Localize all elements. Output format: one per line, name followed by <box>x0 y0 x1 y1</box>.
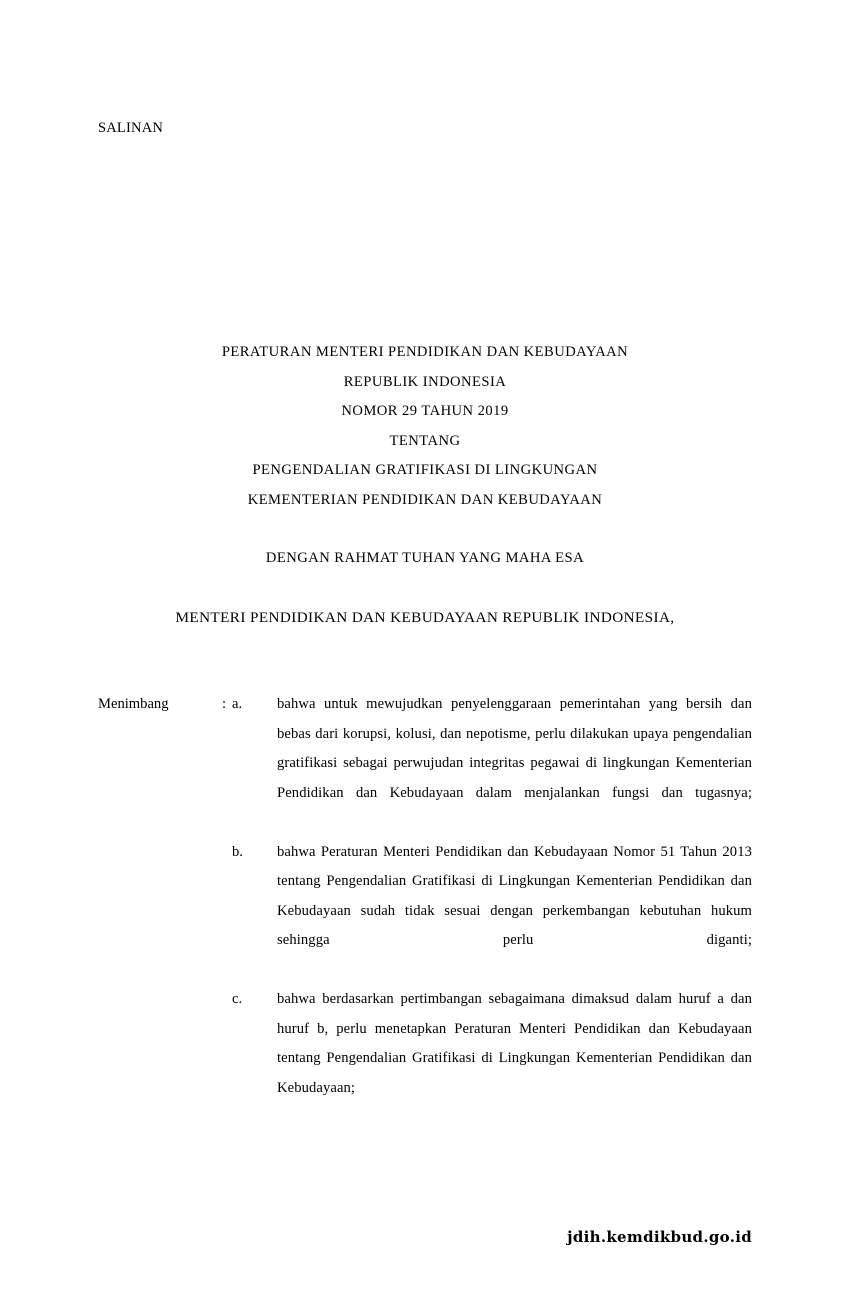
considering-item-marker: b. <box>232 843 243 860</box>
considering-item-marker: a. <box>232 696 243 712</box>
considering-item-text: bahwa Peraturan Menteri Pendidikan dan Kebudayaan Nomor 51 Tahun 2013 tentang Pengendalian Gratifikasi di Lingkungan Kementerian Pendidikan dan Kebudayaan sudah tidak sesuai dengan perkembangan kebutuhan hukum sehingga perlu diganti; <box>277 843 752 948</box>
title-line: TENTANG <box>389 432 461 449</box>
considering-item <box>98 690 752 838</box>
blessing-line: DENGAN RAHMAT TUHAN YANG MAHA ESA <box>265 550 585 566</box>
considering-item-text: bahwa untuk mewujudkan penyelenggaraan pemerintahan yang bersih dan bebas dari korupsi, kolusi, dan nepotisme, perlu dilakukan upaya pengendalian gratifikasi sebagai perwujudan integritas pegawai di lingkungan Kementerian Pendidikan dan Kebudayaan dalam menjalankan fungsi dan tugasnya; <box>277 696 752 801</box>
title-line: REPUBLIK INDONESIA <box>343 373 507 390</box>
jdih-watermark: jdih.kemdikbud.go.id <box>567 1228 752 1246</box>
copy-mark: SALINAN <box>98 120 164 136</box>
considering-item-marker: c. <box>232 991 243 1007</box>
considering-label: Menimbang <box>98 696 169 712</box>
considering-item-text: bahwa berdasarkan pertimbangan sebagaimana dimaksud dalam huruf a dan huruf b, perlu menetapkan Peraturan Menteri Pendidikan dan Kebudayaan tentang Pengendalian Gratifikasi di Lingkungan Kementerian Pendidikan dan Kebudayaan; <box>277 991 752 1096</box>
authority-line: MENTERI PENDIDIKAN DAN KEBUDAYAAN REPUBLIK INDONESIA, <box>175 609 675 626</box>
considering-header-row <box>98 690 752 838</box>
title-line: PENGENDALIAN GRATIFIKASI DI LINGKUNGAN <box>252 462 598 478</box>
title-line: PERATURAN MENTERI PENDIDIKAN DAN KEBUDAYAAN <box>221 344 629 360</box>
considering-colon: : <box>222 696 227 712</box>
document-title-block <box>98 338 752 515</box>
considering-item <box>98 838 752 986</box>
considering-section <box>98 690 752 1133</box>
title-line: KEMENTERIAN PENDIDIKAN DAN KEBUDAYAAN <box>247 491 603 508</box>
page-footer <box>98 1228 752 1247</box>
title-line: NOMOR 29 TAHUN 2019 <box>341 403 509 419</box>
considering-item <box>98 985 752 1133</box>
